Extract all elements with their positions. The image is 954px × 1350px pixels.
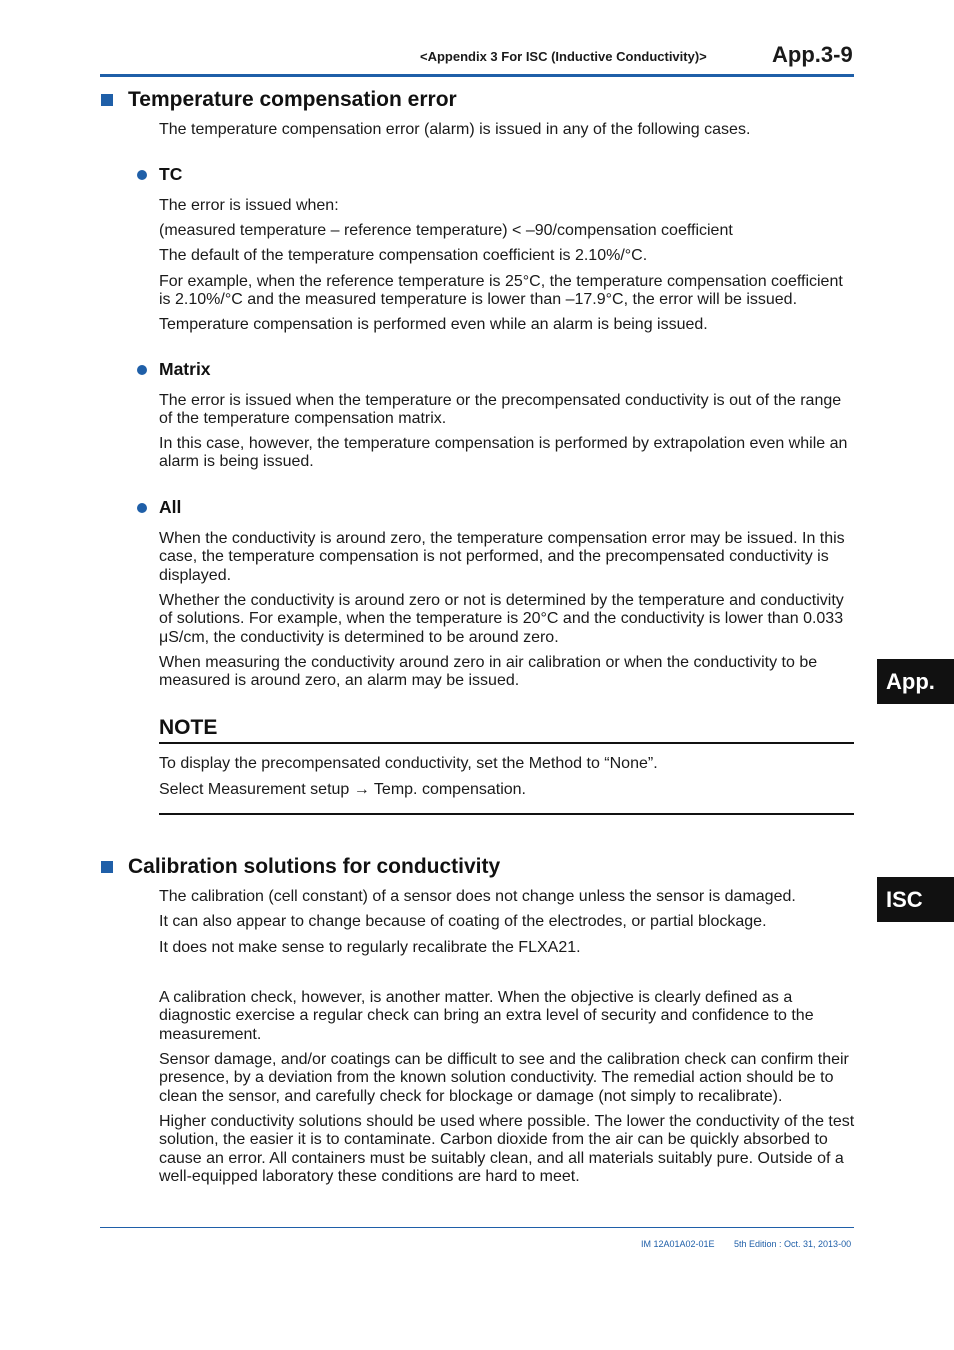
bullet-icon: [137, 503, 147, 513]
paragraph: The default of the temperature compensation coefficient is 2.10%/°C.: [159, 247, 648, 264]
paragraph: In this case, however, the temperature compensation is performed by extrapolation even while an alarm is being issued.: [159, 435, 848, 471]
square-bullet-icon: [101, 94, 113, 106]
footer-edition: 5th Edition : Oct. 31, 2013-00: [734, 1239, 852, 1249]
paragraph: For example, when the reference temperature is 25°C, the temperature compensation coefficient is 2.10%/°C and the measured temperature is lower than –17.9°C, the error will be issued.: [159, 273, 843, 309]
paragraph: Higher conductivity solutions should be used where possible. The lower the conductivity of the test solution, the easier it is to contaminate. Carbon dioxide from the air can be quickly absorbed to cause an error. All containers must be suitably clean, and all materials suitably pure. Outside of a well-equipped laboratory these conditions are hard to meet.: [159, 1113, 855, 1185]
subheading-all: [137, 497, 181, 518]
tab-app[interactable]: App.: [877, 659, 954, 704]
section-title: Temperature compensation error: [128, 88, 457, 111]
section-title: Calibration solutions for conductivity: [128, 855, 501, 878]
subheading-label: TC: [159, 164, 183, 184]
paragraph: When the conductivity is around zero, the temperature compensation error may be issued. In this case, the temperature compensation is not performed, and the precompensated conductivity is displayed.: [159, 530, 845, 584]
note-paragraph: To display the precompensated conductivity, set the Method to “None”.: [159, 755, 658, 772]
header-rule: [100, 74, 854, 77]
note-top-rule: [159, 742, 854, 744]
paragraph: The calibration (cell constant) of a sensor does not change unless the sensor is damaged.: [159, 888, 796, 905]
footer-doc-id: IM 12A01A02-01E: [641, 1239, 715, 1249]
paragraph: When measuring the conductivity around zero in air calibration or when the conductivity to be measured is around zero, an alarm may be issued.: [159, 654, 818, 690]
paragraph: The error is issued when:: [159, 197, 339, 214]
square-bullet-icon: [101, 861, 113, 873]
footer-rule: [100, 1227, 854, 1228]
subheading-tc: [137, 164, 182, 185]
subheading-matrix: [137, 359, 211, 380]
subheading-label: All: [159, 497, 182, 517]
subheading-label: Matrix: [159, 359, 211, 379]
paragraph: (measured temperature – reference temperature) < –90/compensation coefficient: [159, 222, 733, 239]
note-bottom-rule: [159, 813, 854, 815]
note-paragraph: Select Measurement setup → Temp. compensation.: [159, 781, 526, 798]
paragraph: Whether the conductivity is around zero or not is determined by the temperature and conductivity of solutions. For example, when the temperature is 20°C and the conductivity is lower than 0.033 μS/cm, the conductivity is determined to be around zero.: [159, 592, 844, 646]
paragraph: Temperature compensation is performed even while an alarm is being issued.: [159, 316, 708, 333]
bullet-icon: [137, 170, 147, 180]
page-number: App.3-9: [772, 42, 853, 67]
paragraph: It does not make sense to regularly recalibrate the FLXA21.: [159, 939, 581, 956]
paragraph: The temperature compensation error (alarm) is issued in any of the following cases.: [159, 121, 751, 138]
paragraph: The error is issued when the temperature or the precompensated conductivity is out of the range of the temperature compensation matrix.: [159, 392, 842, 428]
paragraph: It can also appear to change because of coating of the electrodes, or partial blockage.: [159, 913, 767, 930]
section-heading-temp-comp: [100, 88, 457, 112]
bullet-icon: [137, 365, 147, 375]
note-title: NOTE: [159, 716, 218, 739]
section-heading-calibration: [100, 855, 500, 879]
paragraph: Sensor damage, and/or coatings can be difficult to see and the calibration check can confirm their presence, by a deviation from the known solution conductivity. The remedial action should be to clean the sensor, and carefully check for blockage or damage (not simply to recalibrate).: [159, 1051, 849, 1105]
paragraph: A calibration check, however, is another matter. When the objective is clearly defined as a diagnostic exercise a regular check can bring an extra level of security and confidence to the measurement.: [159, 989, 814, 1043]
header-section-ref: <Appendix 3 For ISC (Inductive Conductivity)>: [420, 49, 707, 64]
tab-isc[interactable]: ISC: [877, 877, 954, 922]
